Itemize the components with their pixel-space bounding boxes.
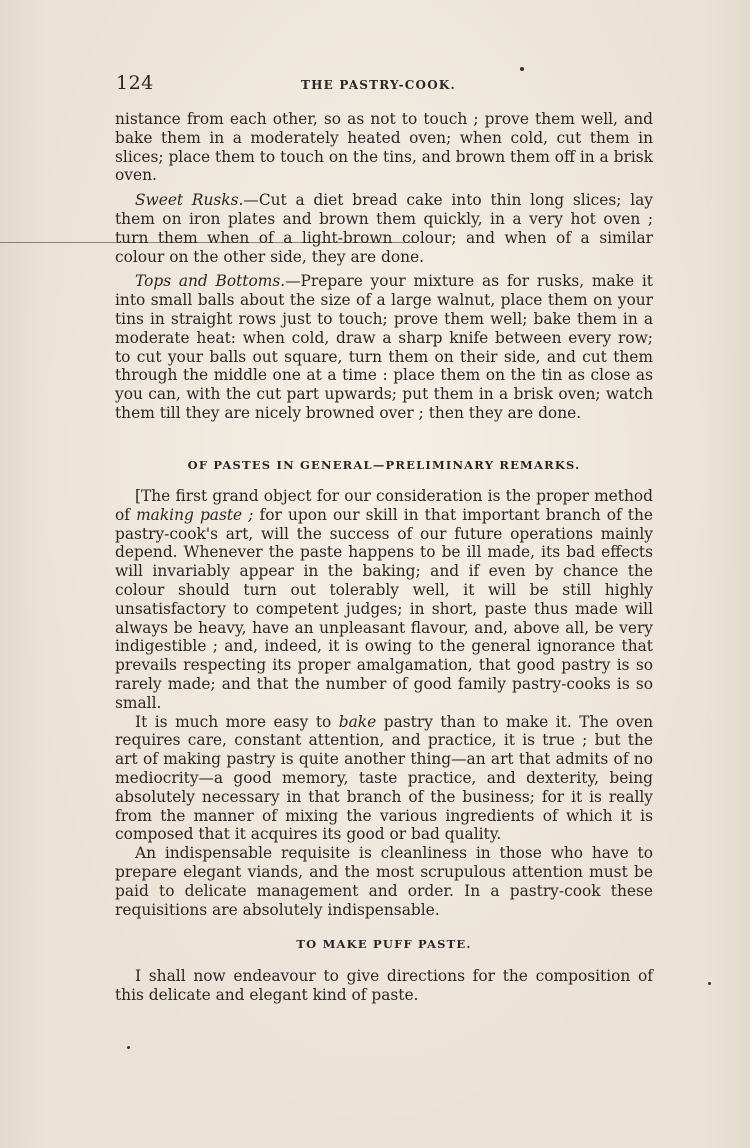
baking-emphasis: bake (338, 712, 377, 731)
pastes-intro-text-b: for upon our skill in that important branch of the pastry-cook's art, will the success of our future operations mainly depend. Whenever the paste happens to be ill made, its bad effects will invariably appear in the baking; and if even by chance the colour should turn out tolerably well, it will be still highly unsatisfactory to competent judges; in short, paste thus made will always be heavy, have an unpleasant flavour, and, above all, be very indigestible ; and, indeed, it is owing to the general ignorance that prevails respecting its proper amalgamation, that good pastry is so rarely made; and that the number of good family pastry-cooks is so small. (115, 505, 653, 712)
section-body-pastes (115, 487, 653, 919)
paragraph-tops-and-bottoms (115, 272, 653, 422)
page-number: 124 (116, 72, 154, 94)
pastes-intro-emphasis: making paste ; (136, 505, 254, 524)
paragraph-puff-paste-intro: I shall now endeavour to give directions for the composition of this delicate and elegant kind of paste. (115, 967, 653, 1004)
paragraph-cleanliness: An indispensable requisite is cleanliness in those who have to prepare elegant viands, and the most scrupulous attention must be paid to delicate management and order. In a pastry-cook these requisitions are absolutely indispensable. (115, 844, 653, 919)
section-heading-puff-paste: TO MAKE PUFF PASTE. (296, 937, 472, 951)
ink-speck (127, 1046, 130, 1049)
running-title: THE PASTRY-COOK. (301, 78, 456, 92)
section-body-puff-paste (115, 967, 653, 1005)
recipe-text-tops-and-bottoms: —Prepare your mixture as for rusks, make it into small balls about the size of a large walnut, place them on your tins in straight rows just to touch; prove them well; bake them in a moderate heat: when cold, draw a sharp knife between every row; to cut your balls out square, turn them on their side, and cut them through the middle one at a time : place them on the tin as close as you can, with the cut part upwards; put them in a brisk oven; watch them till they are nicely browned over ; then they are done. (115, 272, 653, 422)
baking-text-b: pastry than to make it. The oven requires care, constant attention, and practice, it is true ; but the art of making pastry is quite another thing—an art that admits of no mediocrity—a good memory, taste practice, and dexterity, being absolutely necessary in that branch of the business; for it is really from the manner of mixing the various ingredients of which it is composed that it acquires its good or bad quality. (115, 712, 653, 844)
ink-speck (520, 67, 524, 71)
recipe-title-tops-and-bottoms: Tops and Bottoms. (135, 272, 286, 291)
recipe-title-sweet-rusks: Sweet Rusks. (135, 191, 244, 210)
paragraph-pastes-intro (115, 487, 653, 713)
paragraph-baking-vs-making (115, 713, 653, 845)
running-head (116, 72, 656, 102)
recipe-text-sweet-rusks: —Cut a diet bread cake into thin long slices; lay them on iron plates and brown them quickly, in a very hot oven ; turn them when of a light-brown colour; and when of a similar colour on the other side, they are done. (115, 191, 653, 266)
paragraph-continuation: nistance from each other, so as not to touch ; prove them well, and bake them in a moderately heated oven; when cold, cut them in slices; place them to touch on the tins, and brown them off in a brisk oven. (115, 110, 653, 185)
baking-text-a: It is much more easy to (135, 712, 339, 731)
recipe-continuation (115, 110, 653, 423)
paragraph-sweet-rusks (115, 191, 653, 266)
pastes-intro-text-a: [The first grand object for our consideration is the proper method of (115, 487, 653, 524)
ink-speck (708, 982, 711, 985)
section-heading-pastes: OF PASTES IN GENERAL—PRELIMINARY REMARKS. (187, 458, 581, 472)
